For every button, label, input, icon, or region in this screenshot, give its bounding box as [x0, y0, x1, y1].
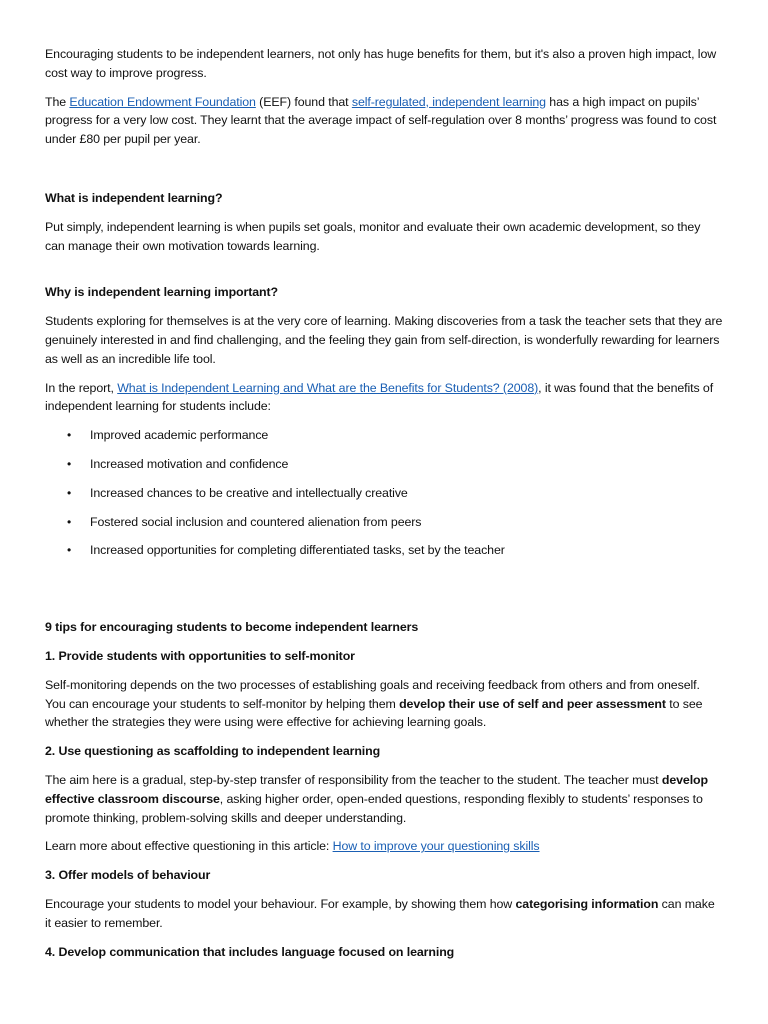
- tip-2-heading: 2. Use questioning as scaffolding to independent learning: [45, 744, 381, 759]
- tip-4-heading: 4. Develop communication that includes language focused on learning: [45, 944, 455, 959]
- bullet-icon: •: [67, 456, 72, 471]
- tip-2-text-end: , asking higher order, open-ended questions, responding flexibly to students’ responses to promote thinking, problem-solving skills and deeper understanding.: [45, 791, 703, 825]
- tip-2-bold-text: develop effective classroom discourse: [45, 772, 708, 806]
- self-regulated-learning-link[interactable]: self-regulated, independent learning: [351, 94, 546, 109]
- tip-2-text-start: The aim here is a gradual, step-by-step transfer of responsibility from the teacher to the student. The teacher must: [45, 772, 662, 787]
- questioning-paragraph: [45, 837, 723, 856]
- tip-1-paragraph: [45, 676, 723, 732]
- bullet-icon: •: [67, 514, 72, 529]
- tip-1-text-end: to see whether the strategies they were using were effective for achieving learning goals.: [45, 696, 703, 730]
- list-item-text: Increased chances to be creative and intellectually creative: [90, 485, 408, 500]
- questioning-text: Learn more about effective questioning in this article:: [45, 839, 333, 854]
- questioning-skills-link[interactable]: How to improve your questioning skills: [332, 839, 540, 854]
- bullet-icon: •: [67, 428, 72, 443]
- eef-text-middle: (EEF) found that: [255, 94, 352, 109]
- tip-3-text-start: Encourage your students to model your behaviour. For example, by showing them how: [45, 896, 516, 911]
- list-item: [45, 541, 723, 560]
- tip-3-bold-text: categorising information: [515, 896, 659, 911]
- bullet-icon: •: [67, 543, 72, 558]
- list-item: [45, 426, 723, 445]
- report-text-end: , it was found that the benefits of independent learning for students include:: [45, 380, 714, 414]
- list-item-text: Increased motivation and confidence: [90, 456, 289, 471]
- what-is-heading: What is independent learning?: [45, 190, 223, 205]
- intro-paragraph: Encouraging students to be independent learners, not only has huge benefits for them, but it's also a proven high impact, low cost way to improve progress.: [45, 47, 717, 80]
- eef-text-start: The: [45, 94, 70, 109]
- eef-paragraph: [45, 93, 723, 149]
- tip-2-paragraph: [45, 771, 723, 827]
- eef-link[interactable]: Education Endowment Foundation: [69, 94, 256, 109]
- benefits-list: [45, 426, 723, 560]
- report-paragraph: [45, 379, 723, 417]
- tip-1-heading: 1. Provide students with opportunities to self-monitor: [45, 648, 355, 663]
- tip-1-text-start: Self-monitoring depends on the two processes of establishing goals and receiving feedback from others and from oneself. You can encourage your students to self-monitor by helping them: [45, 677, 700, 711]
- list-item-text: Increased opportunities for completing differentiated tasks, set by the teacher: [90, 543, 505, 558]
- why-paragraph: Students exploring for themselves is at the very core of learning. Making discoveries from a task the teacher sets that they are genuinely interested in and find challenging, and the feeling they gain from self-direction, is wonderfully rewarding for learners as well as an incredible life tool.: [45, 314, 723, 366]
- list-item-text: Fostered social inclusion and countered alienation from peers: [90, 514, 422, 529]
- what-is-paragraph: Put simply, independent learning is when pupils set goals, monitor and evaluate their own academic development, so they can manage their own motivation towards learning.: [45, 219, 701, 253]
- list-item: [45, 513, 723, 532]
- tips-heading: 9 tips for encouraging students to become independent learners: [45, 620, 419, 635]
- list-item: [45, 484, 723, 503]
- tip-3-paragraph: [45, 895, 723, 933]
- list-item: [45, 455, 723, 474]
- eef-text-end: has a high impact on pupils’ progress for a very low cost. They learnt that the average impact of self-regulation over 8 months’ progress was found to cost under £80 per pupil per year.: [45, 94, 717, 147]
- tip-3-text-end: can make it easier to remember.: [45, 896, 715, 930]
- tip-1-bold-text: develop their use of self and peer assessment: [399, 696, 666, 711]
- tip-3-heading: 3. Offer models of behaviour: [45, 868, 211, 883]
- why-heading: Why is independent learning important?: [45, 285, 279, 300]
- report-link[interactable]: What is Independent Learning and What are the Benefits for Students? (2008): [117, 380, 539, 395]
- list-item-text: Improved academic performance: [90, 428, 269, 443]
- bullet-icon: •: [67, 485, 72, 500]
- report-text-start: In the report,: [45, 380, 118, 395]
